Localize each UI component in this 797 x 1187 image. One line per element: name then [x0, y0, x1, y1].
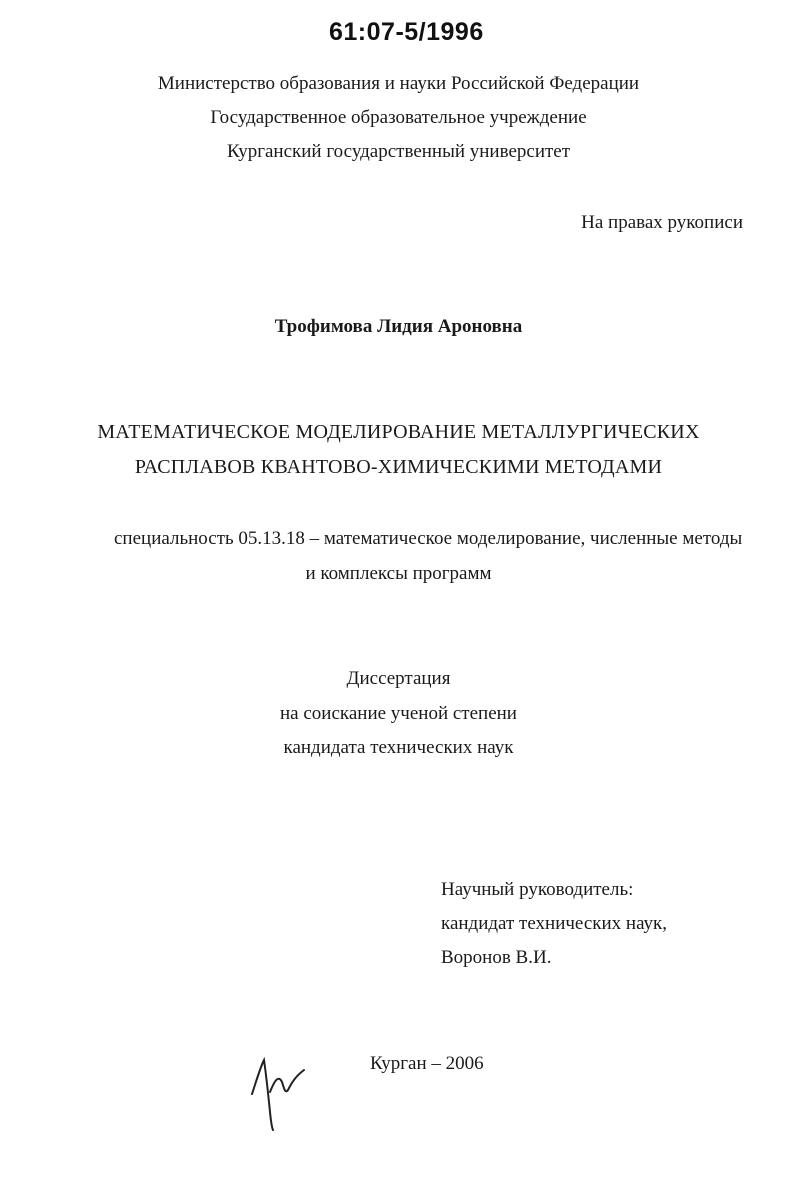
- institution-ministry: Министерство образования и науки Российской Федерации: [157, 73, 640, 94]
- handwritten-signature: [244, 1052, 314, 1132]
- institution-university: Курганский государственный университет: [226, 141, 571, 162]
- degree-purpose: на соискание ученой степени: [280, 703, 517, 724]
- dissertation-title-line-1: МАТЕМАТИЧЕСКОЕ МОДЕЛИРОВАНИЕ МЕТАЛЛУРГИЧЕСКИХ: [97, 421, 700, 443]
- degree-field: кандидата технических наук: [283, 737, 514, 758]
- author-name: Трофимова Лидия Ароновна: [274, 316, 523, 337]
- manuscript-rights-note: На правах рукописи: [581, 212, 743, 233]
- supervisor-degree: кандидат технических наук,: [441, 913, 668, 934]
- archive-stamp-code: 61:07-5/1996: [329, 18, 484, 46]
- supervisor-label: Научный руководитель:: [441, 879, 634, 900]
- institution-type: Государственное образовательное учреждение: [210, 107, 587, 128]
- dissertation-title-line-2: РАСПЛАВОВ КВАНТОВО-ХИМИЧЕСКИМИ МЕТОДАМИ: [134, 456, 663, 478]
- place-and-year: Курган – 2006: [370, 1053, 484, 1074]
- specialty-line-1: специальность 05.13.18 – математическое моделирование, численные методы: [114, 528, 743, 549]
- supervisor-name: Воронов В.И.: [441, 947, 552, 968]
- degree-document-type: Диссертация: [346, 668, 451, 689]
- specialty-line-2: и комплексы программ: [305, 563, 492, 584]
